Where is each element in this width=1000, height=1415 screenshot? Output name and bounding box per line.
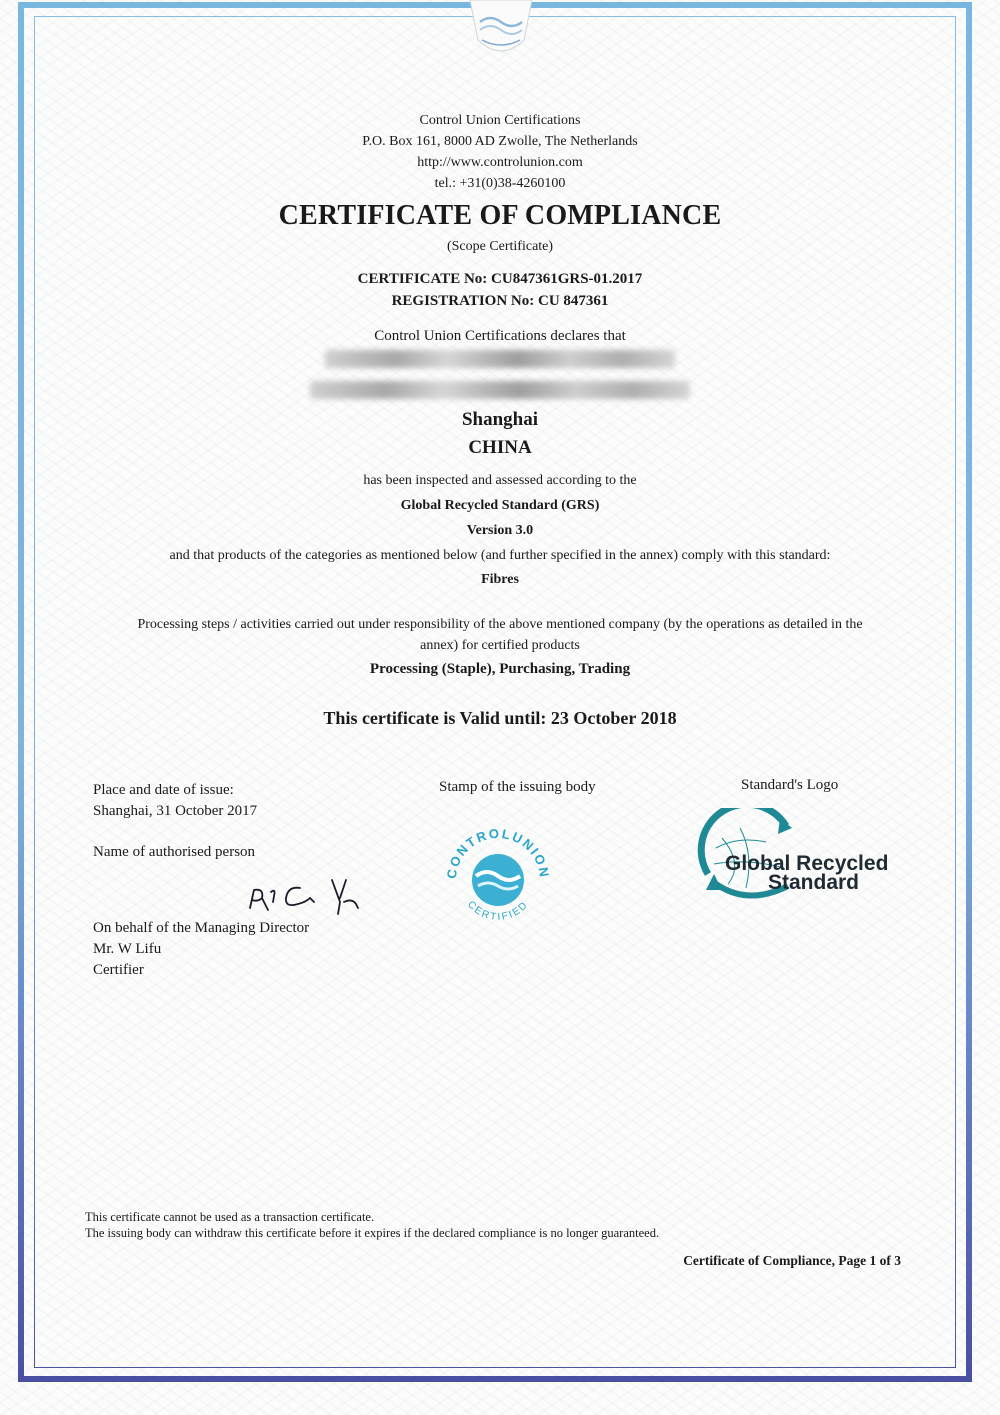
control-union-stamp-icon (440, 822, 555, 932)
stamp-label: Stamp of the issuing body (439, 779, 596, 795)
on-behalf-text: On behalf of the Managing Director (93, 920, 310, 936)
signer-role: Certifier (93, 962, 144, 978)
issuer-name: Control Union Certifications (419, 113, 581, 128)
signature-image (240, 868, 365, 920)
page-number: Certificate of Compliance, Page 1 of 3 (683, 1253, 901, 1268)
standard-name: Global Recycled Standard (GRS) (400, 498, 600, 513)
global-recycled-standard-logo (688, 808, 888, 902)
processing-text (0, 614, 1000, 656)
footer-note-1: This certificate cannot be used as a transaction certificate. (85, 1210, 375, 1224)
registration-number: REGISTRATION No: CU 847361 (391, 293, 609, 309)
validity-statement: This certificate is Valid until: 23 October 2018 (323, 708, 677, 728)
company-city: Shanghai (461, 409, 539, 430)
redacted-company-address (0, 381, 1000, 404)
logo-line-2: Standard (768, 871, 860, 894)
standard-version: Version 3.0 (466, 523, 534, 538)
certificate-subtitle: (Scope Certificate) (446, 239, 554, 254)
logo-line-1: Global Recycled (725, 852, 888, 875)
issue-block (93, 780, 257, 822)
company-country: CHINA (468, 437, 532, 458)
certificate-title: CERTIFICATE OF COMPLIANCE (278, 200, 722, 231)
signer-name: Mr. W Lifu (93, 941, 162, 957)
certificate-number: CERTIFICATE No: CU847361GRS-01.2017 (357, 271, 643, 287)
issue-label: Place and date of issue: (93, 782, 234, 798)
issuer-block (0, 110, 1000, 194)
footer-note-2: The issuing body can withdraw this certificate before it expires if the declared compliance is no longer guaranteed. (85, 1226, 660, 1240)
logo-label: Standard's Logo (741, 777, 839, 793)
comply-text: and that products of the categories as mentioned below (and further specified in the annex) comply with this standard: (169, 548, 831, 563)
inspected-text: has been inspected and assessed according to the (363, 473, 637, 488)
stamp-top-text: CONTROLUNION (443, 825, 553, 880)
stamp-bottom-text: CERTIFIED (465, 899, 531, 924)
issuer-address: P.O. Box 161, 8000 AD Zwolle, The Netherlands (362, 134, 638, 149)
wave-emblem-icon (468, 0, 534, 58)
declaration-text: Control Union Certifications declares that (374, 328, 626, 344)
product-categories: Fibres (481, 572, 519, 587)
authorised-person-label: Name of authorised person (93, 844, 256, 860)
issuer-website: http://www.controlunion.com (417, 155, 583, 170)
processing-text-line-2: annex) for certified products (420, 638, 580, 653)
signer-block (93, 918, 309, 981)
processing-text-line-1: Processing steps / activities carried out under responsibility of the above mentioned company (by the operations as detailed in the (137, 617, 863, 632)
processing-steps: Processing (Staple), Purchasing, Trading (369, 661, 631, 677)
issuer-phone: tel.: +31(0)38-4260100 (434, 176, 566, 191)
redacted-company-name (0, 350, 1000, 373)
issue-value: Shanghai, 31 October 2017 (93, 803, 258, 819)
footer-notes (85, 1209, 659, 1241)
